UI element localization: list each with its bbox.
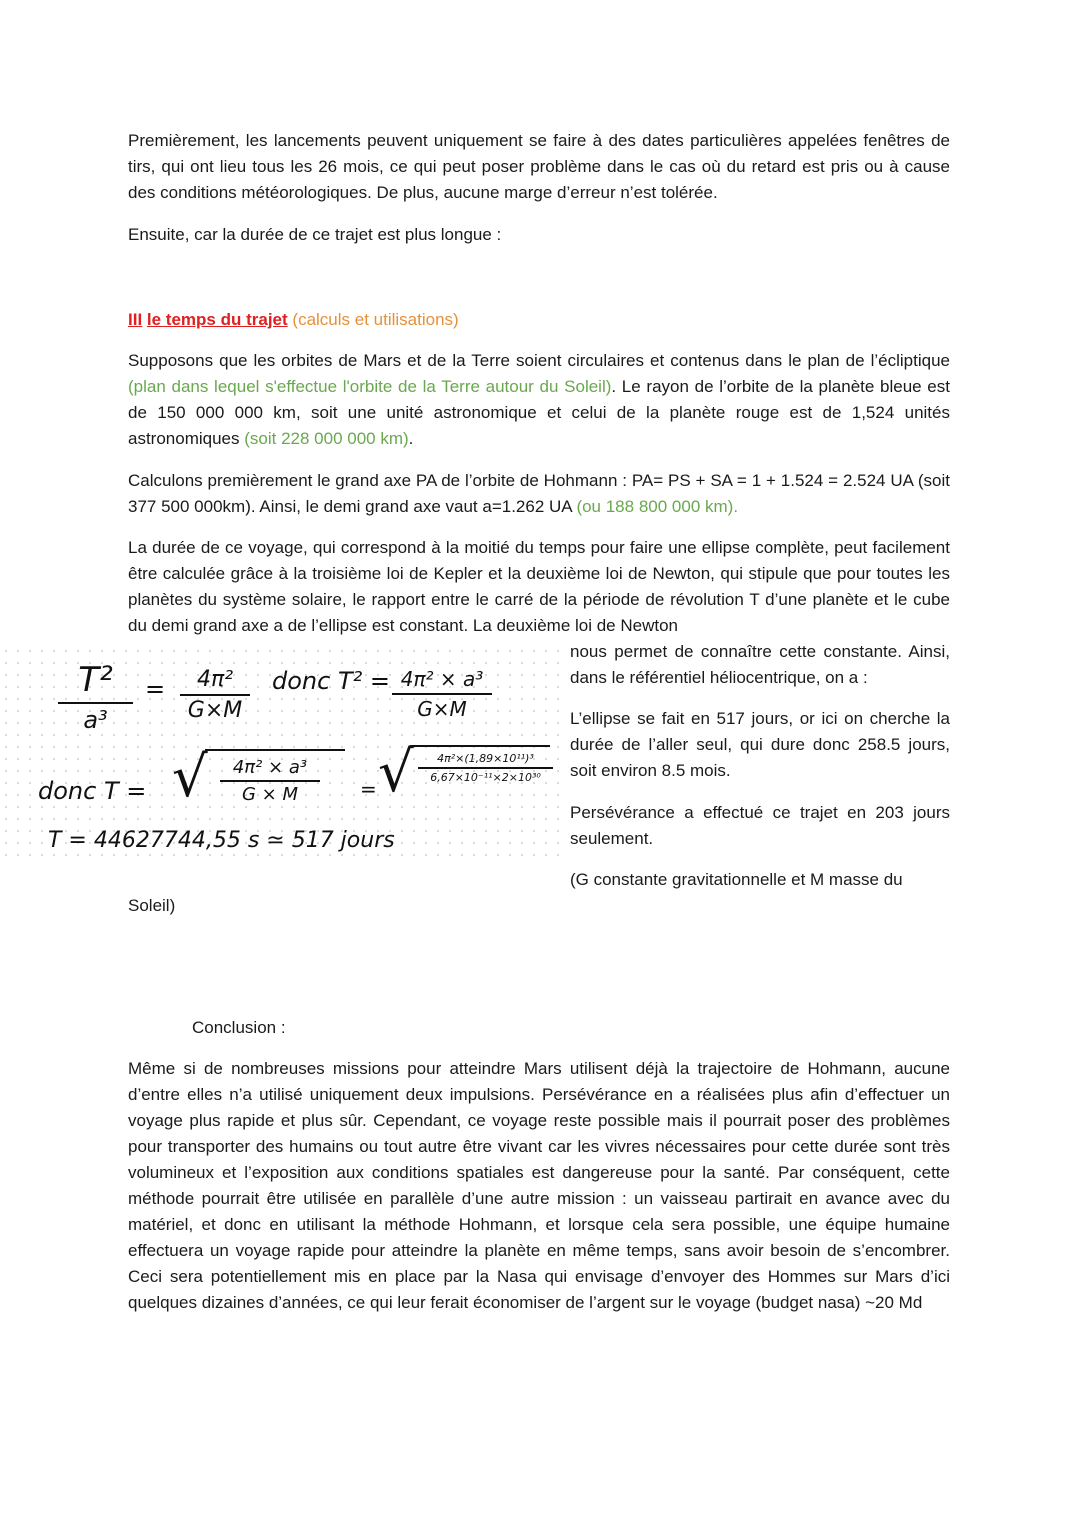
heading-subtitle: (calculs et utilisations) (292, 310, 459, 329)
paragraph-constant: nous permet de connaître cette constante. Ainsi, dans le référentiel héliocentrique, on a : (570, 642, 950, 687)
paragraph-legend: (G constante gravitationnelle et M masse du (570, 870, 903, 889)
paragraph-legend-end: Soleil) (128, 896, 176, 915)
heading-title: le temps du trajet (146, 310, 288, 329)
note-km: (ou 188 800 000 km). (576, 497, 739, 516)
paragraph-launch-windows: Premièrement, les lancements peuvent uniquement se faire à des dates particulières appelées fenêtres de tirs, qui ont lieu tous les 26 mois, ce qui peut poser problème dans le cas où du retard est pris ou à cause des conditions météorologiques. De plus, aucune marge d’erreur n’est tolérée. (128, 131, 950, 202)
a3: a³ (83, 706, 108, 734)
sqrt-icon: √ (172, 745, 208, 810)
section-heading (128, 307, 950, 333)
paragraph-major-axis (128, 468, 950, 520)
formula-sqrt (220, 757, 320, 805)
donc-t: donc T = (38, 777, 147, 805)
equals: = (360, 777, 377, 801)
formula-result: T = 44627744,55 s ≃ 517 jours (48, 828, 395, 853)
equals: = (145, 675, 166, 703)
paragraph-ellipse-days: L’ellipse se fait en 517 jours, or ici on cherche la durée de l’aller seul, qui dure donc 258.5 jours, soit environ 8.5 mois. (570, 709, 950, 780)
conclusion-paragraph: Même si de nombreuses missions pour atteindre Mars utilisent déjà la trajectoire de Hohmann, aucune d’entre elles n’a utilisé uniquement deux impulsions. Persévérance en a réalisées plus afin d’effectuer un voyage plus rapide et plus sûr. Cependant, ce voyage reste possible mais il pourrait poser des problèmes pour transporter des humains ou tout autre être vivant car les vivres nécessaires pour cette durée sont très volumineux et l’exposition aux conditions spatiales est dangereuse pour la santé. Par conséquent, cette méthode pourrait être utilisée en parallèle d’une autre mission : un vaisseau partirait en avance avec du matériel, et donc en utilisant la méthode Hohmann, et lorsque cela sera possible, une équipe humaine effectuera un voyage rapide pour atteindre la planète en même temps, sans avoir besoin de s’encombrer. Ceci sera potentiellement mis en place par la Nasa qui envisage d’envoyer des Hommes sur Mars d’ici quelques dizaines d’années, ce qui leur ferait économiser de l’argent sur le voyage (budget nasa) ~20 Md (128, 1059, 950, 1312)
denominator: G×M (417, 697, 467, 721)
paragraph-kepler: La durée de ce voyage, qui correspond à la moitié du temps pour faire une ellipse complète, peut facilement être calculée grâce à la troisième loi de Kepler et la deuxième loi de Newton, qui stipule que pour toutes les planètes du système solaire, le rapport entre le carré de la période de révolution T d’une planète et le cube du demi grand axe a de l’ellipse est constant. La deuxième loi de Newton (128, 538, 950, 635)
text: Calculons premièrement le grand axe PA de l’orbite de Hohmann : PA= PS + SA = 1 + 1.524 = 2.524 UA (soit 377 500 000km). Ainsi, le demi grand axe vaut a=1.262 UA (128, 471, 950, 516)
denominator: G × M (241, 784, 298, 805)
formula-constant (180, 667, 250, 723)
handwritten-formula-image (0, 645, 560, 865)
sqrt-icon: √ (378, 740, 414, 805)
denominator: G×M (187, 698, 243, 723)
conclusion-title: Conclusion : (192, 1018, 286, 1037)
heading-number: III (128, 310, 143, 329)
note-ecliptic: (plan dans lequel s'effectue l'orbite de la Terre autour du Soleil) (128, 377, 612, 396)
numerator: 4π²×(1,89×10¹¹)³ (437, 752, 534, 765)
note-km: (soit 228 000 000 km) (244, 429, 409, 448)
text: . (408, 429, 414, 448)
donc-t2: donc T² = (272, 667, 390, 695)
numerator: 4π² × a³ (400, 667, 484, 691)
text: . Le rayon de l’orbite de la planète bleue est de 150 000 000 km, soit une unité astronomique et celui de la planète rouge est de 1,524 unités astronomiques (128, 377, 950, 448)
formula-numeric (418, 752, 553, 784)
formula-t2 (392, 667, 492, 721)
paragraph-orbits (128, 348, 950, 452)
numerator: 4π² (196, 667, 234, 692)
paragraph-duration-intro: Ensuite, car la durée de ce trajet est plus longue : (128, 225, 502, 244)
text: Supposons que les orbites de Mars et de la Terre soient circulaires et contenus dans le plan de l’écliptique (128, 351, 950, 370)
paragraph-perseverance: Persévérance a effectué ce trajet en 203 jours seulement. (570, 803, 950, 848)
denominator: 6,67×10⁻¹¹×2×10³⁰ (430, 771, 541, 784)
t2: T² (78, 660, 113, 700)
numerator: 4π² × a³ (232, 757, 308, 778)
formula-t2-over-a3 (58, 660, 133, 734)
